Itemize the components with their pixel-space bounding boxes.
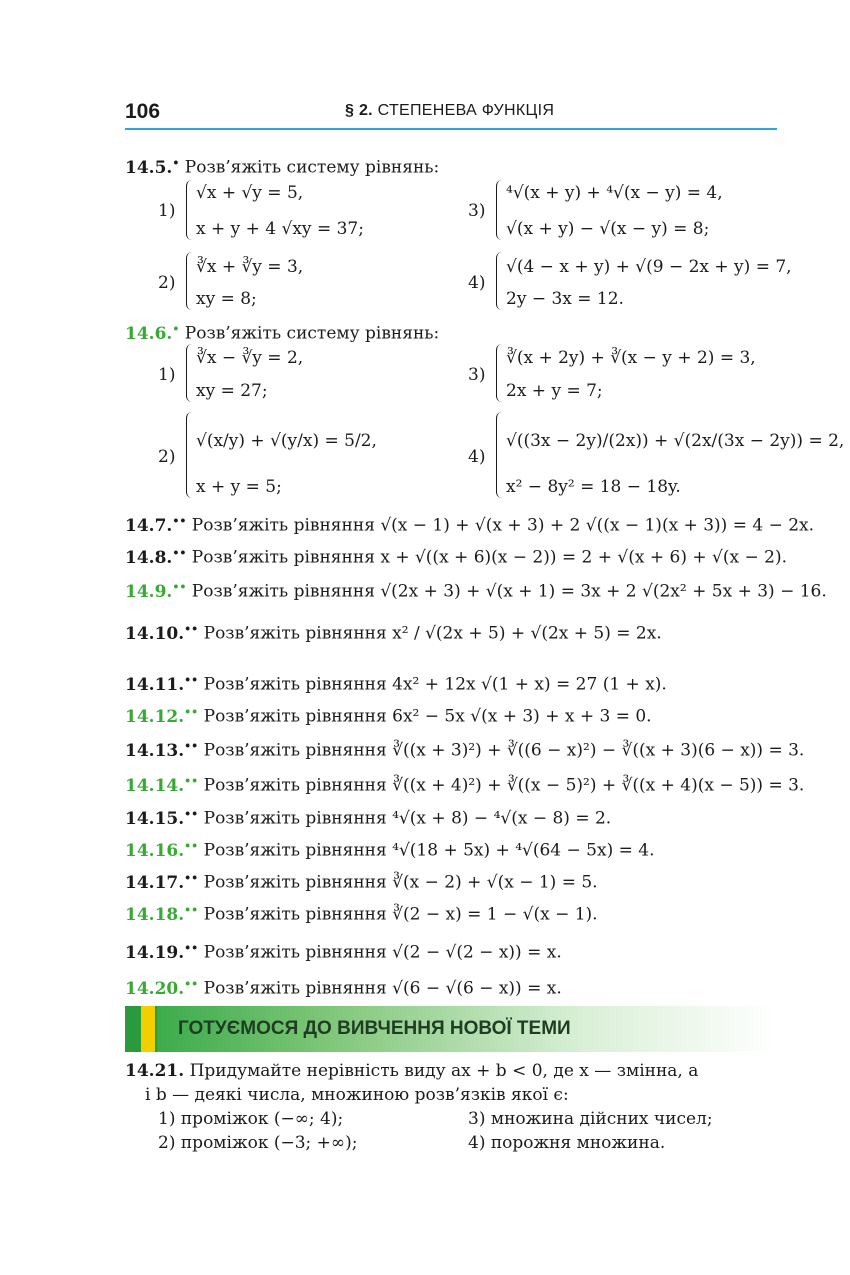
page-number: 106 [125, 100, 161, 123]
problem-number: 14.8.•• [125, 546, 187, 568]
equation-formula: 4x² + 12x √(1 + x) = 27 (1 + x). [392, 674, 667, 695]
problem-number: 14.7.•• [125, 514, 187, 536]
equation-item [125, 669, 667, 696]
system-brace [186, 344, 193, 402]
system-eq: xy = 27; [196, 381, 268, 401]
task-option: 3) множина дійсних чисел; [468, 1109, 713, 1129]
system-brace [496, 344, 503, 402]
problem-number: 14.10.•• [125, 622, 199, 644]
band-title: ГОТУЄМОСЯ ДО ВИВЧЕННЯ НОВОЇ ТЕМИ [178, 1018, 571, 1039]
equation-formula: 6x² − 5x √(x + 3) + x + 3 = 0. [392, 706, 652, 727]
problem-number: 14.6.• [125, 322, 180, 344]
problem-number: 14.17.•• [125, 871, 199, 893]
equation-item [125, 735, 804, 762]
system-label: 1) [158, 365, 176, 385]
equation-formula: √(2x + 3) + √(x + 1) = 3x + 2 √(2x² + 5x + 3) − 16. [380, 581, 827, 602]
equation-formula: ∛(2 − x) = 1 − √(x − 1). [392, 904, 598, 925]
problem-number: 14.13.•• [125, 739, 199, 761]
equation-item [125, 510, 814, 537]
problem-text: Розв’яжіть систему рівнянь: [184, 157, 440, 178]
system-label: 3) [468, 201, 486, 221]
equation-label: Розв’яжіть рівняння [203, 623, 387, 644]
problem-number: 14.19.•• [125, 941, 199, 963]
system-brace [186, 412, 193, 498]
system-eq: x + y + 4 √xy = 37; [196, 219, 364, 239]
problem-number: 14.18.•• [125, 903, 199, 925]
equation-label: Розв’яжіть рівняння [203, 978, 387, 999]
equation-item [125, 835, 654, 862]
equation-formula: √(2 − √(2 − x)) = x. [392, 942, 562, 963]
equation-label: Розв’яжіть рівняння [203, 740, 387, 761]
equation-label: Розв’яжіть рівняння [191, 581, 375, 602]
section-header [345, 102, 554, 120]
equation-label: Розв’яжіть рівняння [203, 674, 387, 695]
equation-label: Розв’яжіть рівняння [203, 942, 387, 963]
problem-number: 14.5.• [125, 156, 180, 178]
system-brace [496, 412, 503, 498]
system-eq: ∛x + ∛y = 3, [196, 257, 304, 277]
system-eq: 2x + y = 7; [506, 381, 603, 401]
equation-formula: ∛((x + 4)²) + ∛((x − 5)²) + ∛((x + 4)(x − 5)) = 3. [392, 775, 805, 796]
system-brace [186, 180, 193, 240]
problem-number: 14.15.•• [125, 807, 199, 829]
equation-formula: ⁴√(18 + 5x) + ⁴√(64 − 5x) = 4. [392, 840, 655, 861]
equation-label: Розв’яжіть рівняння [203, 706, 387, 727]
equation-item [125, 937, 562, 964]
problem-number: 14.11.•• [125, 673, 199, 695]
problem-text: Розв’яжіть систему рівнянь: [184, 323, 440, 344]
system-eq: √(x + y) − √(x − y) = 8; [506, 219, 710, 239]
problem-number: 14.14.•• [125, 774, 199, 796]
problem-14-6 [125, 318, 439, 345]
equation-item [125, 973, 562, 1000]
system-eq: 2y − 3x = 12. [506, 289, 624, 309]
system-eq: √(x/y) + √(y/x) = 5/2, [196, 431, 377, 451]
system-brace [496, 252, 503, 310]
section-label: § 2. [345, 102, 373, 119]
equation-item [125, 618, 662, 645]
problem-number: 14.21. [125, 1061, 185, 1081]
equation-formula: ∛((x + 3)²) + ∛((6 − x)²) − ∛((x + 3)(6 − x)) = 3. [392, 740, 805, 761]
header-rule [125, 128, 777, 130]
equation-formula: ∛(x − 2) + √(x − 1) = 5. [392, 872, 598, 893]
problem-14-21 [125, 1060, 780, 1082]
equation-formula: x² / √(2x + 5) + √(2x + 5) = 2x. [392, 623, 662, 644]
problem-number: 14.12.•• [125, 705, 199, 727]
equation-label: Розв’яжіть рівняння [203, 775, 387, 796]
problem-number: 14.20.•• [125, 977, 199, 999]
problem-number: 14.9.•• [125, 580, 187, 602]
system-eq: x + y = 5; [196, 477, 282, 497]
system-eq: √((3x − 2y)/(2x)) + √(2x/(3x − 2y)) = 2, [506, 431, 845, 451]
equation-label: Розв’яжіть рівняння [203, 904, 387, 925]
equation-item [125, 899, 598, 926]
equation-label: Розв’яжіть рівняння [191, 547, 375, 568]
task-option: 4) порожня множина. [468, 1133, 666, 1153]
system-eq: ∛x − ∛y = 2, [196, 348, 304, 368]
equation-item [125, 701, 652, 728]
section-title: СТЕПЕНЕВА ФУНКЦІЯ [377, 102, 555, 119]
equation-item [125, 803, 611, 830]
equation-label: Розв’яжіть рівняння [203, 840, 387, 861]
band-accent [141, 1006, 155, 1052]
task-option: 2) проміжок (−3; +∞); [158, 1133, 358, 1153]
system-brace [186, 252, 193, 310]
problem-14-5 [125, 152, 439, 179]
task-option: 1) проміжок (−∞; 4); [158, 1109, 344, 1129]
equation-label: Розв’яжіть рівняння [191, 515, 375, 536]
problem-number: 14.16.•• [125, 839, 199, 861]
system-eq: xy = 8; [196, 289, 257, 309]
system-label: 2) [158, 447, 176, 467]
equation-formula: √(x − 1) + √(x + 3) + 2 √((x − 1)(x + 3)) = 4 − 2x. [380, 515, 815, 536]
equation-item [125, 867, 598, 894]
system-label: 3) [468, 365, 486, 385]
equation-formula: x + √((x + 6)(x − 2)) = 2 + √(x + 6) + √(x − 2). [380, 547, 787, 568]
system-eq: x² − 8y² = 18 − 18y. [506, 477, 681, 497]
system-eq: ⁴√(x + y) + ⁴√(x − y) = 4, [506, 183, 723, 203]
equation-formula: √(6 − √(6 − x)) = x. [392, 978, 562, 999]
equation-label: Розв’яжіть рівняння [203, 808, 387, 829]
system-eq: √(4 − x + y) + √(9 − 2x + y) = 7, [506, 257, 792, 277]
equation-item [125, 576, 827, 603]
system-brace [496, 180, 503, 240]
system-label: 1) [158, 201, 176, 221]
equation-formula: ⁴√(x + 8) − ⁴√(x − 8) = 2. [392, 808, 612, 829]
system-eq: ∛(x + 2y) + ∛(x − y + 2) = 3, [506, 348, 756, 368]
system-label: 4) [468, 273, 486, 293]
task-line: і b — деякі числа, множиною розв’язків якої є: [145, 1085, 569, 1105]
system-label: 2) [158, 273, 176, 293]
equation-label: Розв’яжіть рівняння [203, 872, 387, 893]
system-eq: √x + √y = 5, [196, 183, 304, 203]
equation-item [125, 770, 804, 797]
system-label: 4) [468, 447, 486, 467]
task-line: Придумайте нерівність виду ax + b < 0, де x — змінна, a [189, 1061, 699, 1081]
equation-item [125, 542, 787, 569]
